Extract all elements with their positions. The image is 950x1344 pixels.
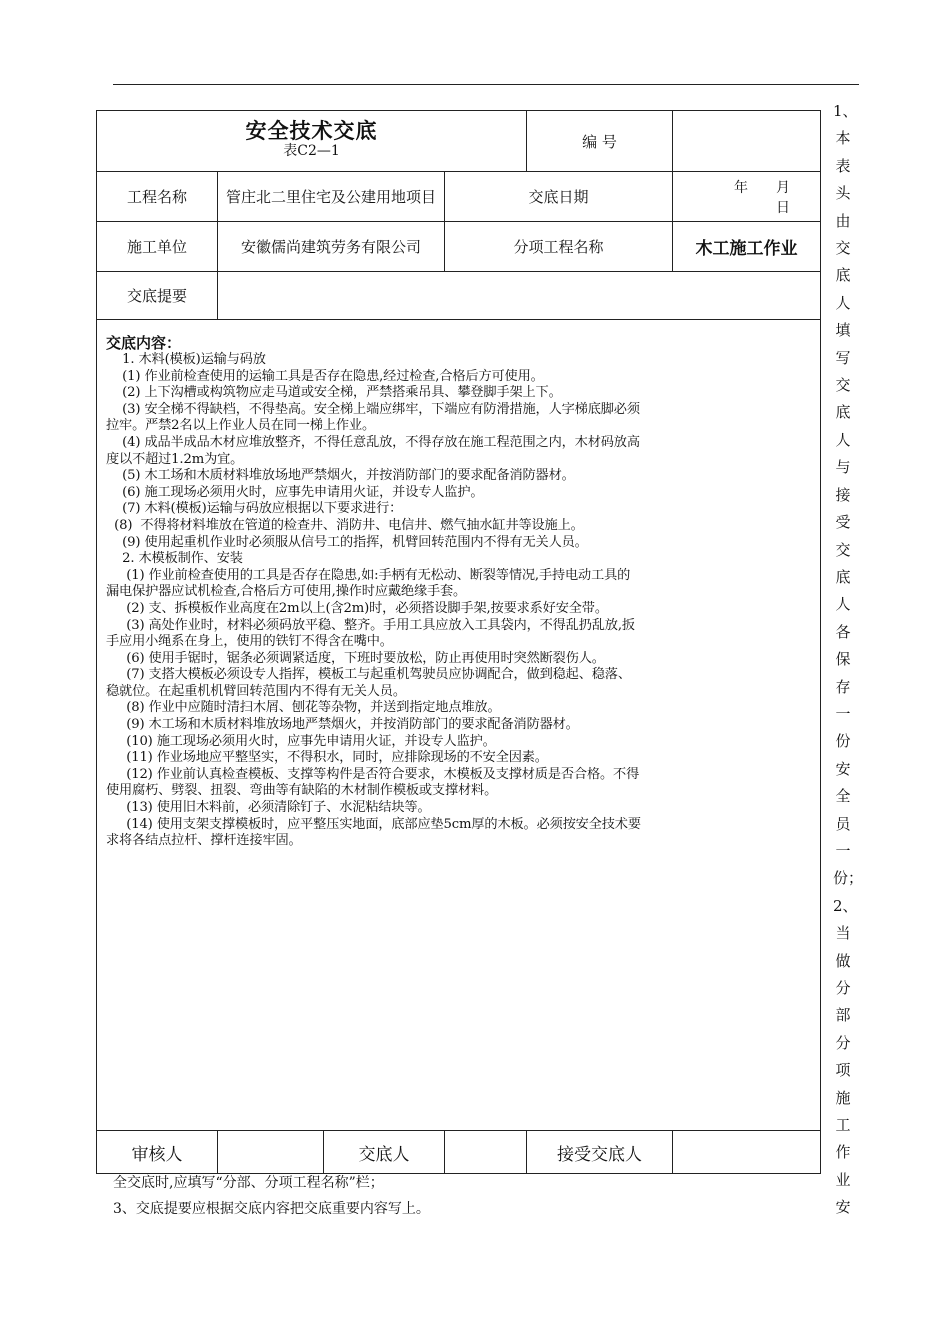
- reviewer-label: 审核人: [97, 1131, 218, 1174]
- content-line: (2) 上下沟槽或构筑物应走马道或安全梯，严禁搭乘吊具、攀登脚手架上下。: [106, 385, 562, 401]
- subproject-name-value[interactable]: 木工施工作业: [673, 222, 821, 272]
- number-value[interactable]: [673, 111, 821, 172]
- content-line: (1) 作业前检查使用的工具是否存在隐患,如:手柄有无松动、断裂等情况,手持电动工具的: [106, 567, 631, 583]
- content-line: (12) 作业前认真检查模板、支撑等构件是否符合要求，木模板及支撑材质是否合格。不得: [106, 766, 640, 782]
- content-line: (10) 施工现场必须用火时，应事先申请用火证，并设专人监护。: [106, 733, 496, 749]
- date-year: 年: [734, 179, 749, 196]
- disclosure-content-cell: [97, 320, 821, 1131]
- content-lines: [106, 352, 814, 850]
- disclosure-date-label: 交底日期: [445, 172, 673, 222]
- content-line: 漏电保护器应试机检查,合格后方可使用,操作时应戴绝缘手套。: [106, 584, 467, 600]
- receiver-label: 接受交底人: [527, 1131, 673, 1174]
- reviewer-signature[interactable]: [218, 1131, 324, 1174]
- project-name-label: 工程名称: [97, 172, 218, 222]
- construction-unit-value[interactable]: 安徽儒尚建筑劳务有限公司: [218, 222, 445, 272]
- summary-label: 交底提要: [97, 272, 218, 320]
- content-line: (5) 木工场和木质材料堆放场地严禁烟火，并按消防部门的要求配备消防器材。: [106, 468, 575, 484]
- content-line: (9) 使用起重机作业时必须服从信号工的指挥，机臂回转范围内不得有无关人员。: [106, 534, 588, 550]
- content-line: (7) 木料(模板)运输与码放应根据以下要求进行：: [106, 501, 403, 517]
- content-line: (14) 使用支架支撑模板时，应平整压实地面，底部应垫5cm厚的木板。必须按安全技术要: [106, 816, 641, 832]
- content-line: 拉牢。严禁2名以上作业人员在同一梯上作业。: [106, 418, 375, 434]
- form-code: 表C2—1: [283, 143, 340, 159]
- footer-note-2: 3、交底提要应根据交底内容把交底重要内容写上。: [113, 1201, 430, 1217]
- content-heading: 交底内容：: [106, 334, 182, 352]
- content-line: (1) 作业前检查使用的运输工具是否存在隐患,经过检查,合格后方可使用。: [106, 368, 544, 384]
- content-line: (6) 使用手锯时，锯条必须调紧适度，下班时要放松，防止再使用时突然断裂伤人。: [106, 650, 605, 666]
- content-line: 求将各结点拉杆、撑杆连接牢固。: [106, 833, 302, 849]
- content-line: (4) 成品半成品木材应堆放整齐，不得任意乱放，不得存放在施工程范围之内，木材码放高: [106, 434, 640, 450]
- safety-disclosure-form: [96, 110, 821, 1174]
- subproject-name-label: 分项工程名称: [445, 222, 673, 272]
- construction-unit-label: 施工单位: [97, 222, 218, 272]
- content-line: (8) 不得将材料堆放在管道的检查井、消防井、电信井、燃气抽水缸井等设施上。: [106, 517, 584, 533]
- top-rule: [113, 84, 859, 85]
- form-title: 安全技术交底: [245, 118, 378, 143]
- content-line: 手应用小绳系在身上，使用的铁钉不得含在嘴中。: [106, 634, 393, 650]
- side-note: 1、本表头由交底人填写交底人与接受交底人各保存一份安全员一份；2、当做分部分项施工作业安: [833, 102, 864, 1217]
- form-title-cell: [97, 111, 527, 172]
- content-line: (11) 作业场地应平整坚实，不得积水，同时，应排除现场的不安全因素。: [106, 750, 548, 766]
- disclosure-date-value[interactable]: [673, 172, 821, 222]
- content-line: 2. 木模板制作、安装: [106, 551, 243, 567]
- content-line: (3) 安全梯不得缺档，不得垫高。安全梯上端应绑牢，下端应有防滑措施，人字梯底脚必须: [106, 401, 640, 417]
- content-line: (3) 高处作业时，材料必须码放平稳、整齐。手用工具应放入工具袋内，不得乱扔乱放,扳: [106, 617, 635, 633]
- content-line: (6) 施工现场必须用火时，应事先申请用火证，并设专人监护。: [106, 484, 484, 500]
- content-line: (2) 支、拆模板作业高度在2m以上(含2m)时，必须搭设脚手架,按要求系好安全带。: [106, 600, 608, 616]
- content-line: 度以不超过1.2m为宜。: [106, 451, 244, 467]
- date-day: 日: [776, 199, 791, 216]
- content-line: (13) 使用旧木料前，必须清除钉子、水泥粘结块等。: [106, 800, 431, 816]
- footer-note-1: 全交底时,应填写“分部、分项工程名称”栏；: [113, 1175, 384, 1191]
- content-line: 1. 木料(模板)运输与码放: [106, 352, 266, 367]
- date-month: 月: [776, 179, 791, 196]
- number-label: 编 号: [527, 111, 673, 172]
- content-line: 使用腐朽、劈裂、扭裂、弯曲等有缺陷的木材制作模板或支撑材料。: [106, 783, 498, 799]
- discloser-label: 交底人: [324, 1131, 445, 1174]
- content-line: (7) 支搭大模板必须设专人指挥，模板工与起重机驾驶员应协调配合，做到稳起、稳落、: [106, 667, 631, 683]
- content-line: (9) 木工场和木质材料堆放场地严禁烟火，并按消防部门的要求配备消防器材。: [106, 717, 579, 733]
- project-name-value[interactable]: 管庄北二里住宅及公建用地项目: [218, 172, 445, 222]
- content-line: 稳就位。在起重机机臂回转范围内不得有无关人员。: [106, 683, 406, 699]
- receiver-signature[interactable]: [673, 1131, 821, 1174]
- discloser-signature[interactable]: [445, 1131, 527, 1174]
- content-line: (8) 作业中应随时清扫木屑、刨花等杂物，并送到指定地点堆放。: [106, 700, 501, 716]
- summary-value[interactable]: [218, 272, 821, 320]
